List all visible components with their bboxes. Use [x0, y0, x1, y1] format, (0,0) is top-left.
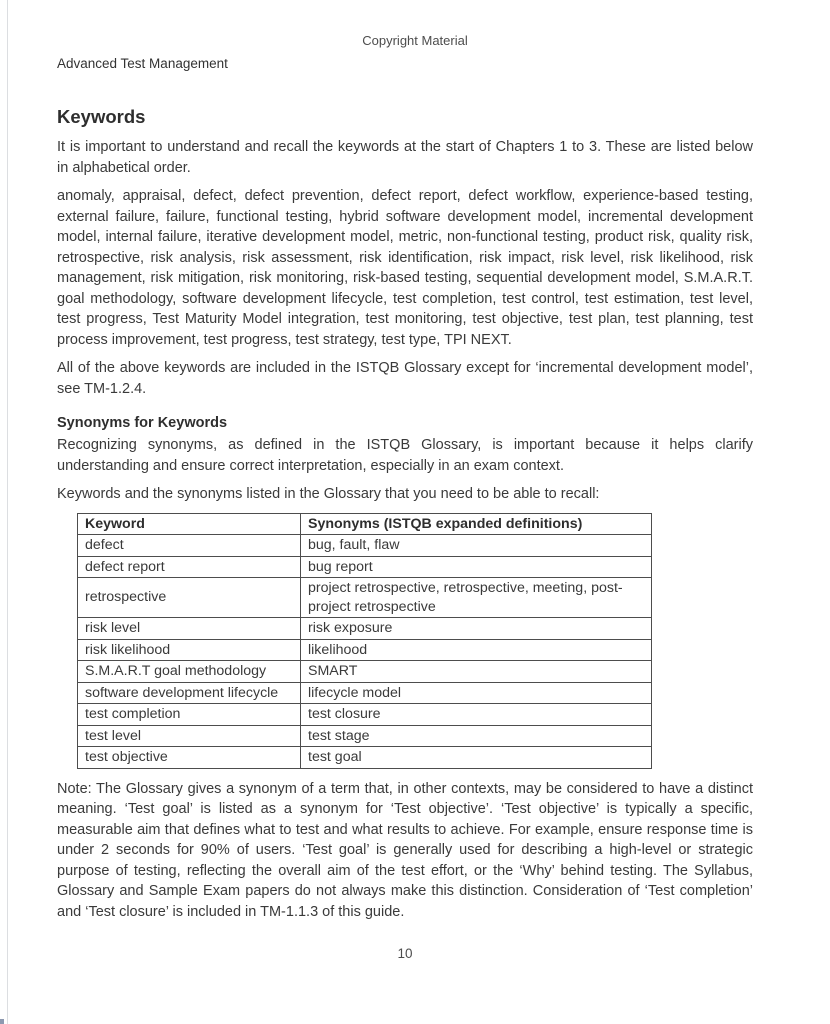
keyword-cell: retrospective [78, 578, 301, 618]
keyword-cell: risk likelihood [78, 639, 301, 661]
table-row [78, 639, 652, 661]
page-number: 10 [397, 946, 413, 961]
synonyms-cell: bug, fault, flaw [301, 535, 652, 557]
page-left-edge-line [7, 0, 8, 1024]
table-row [78, 535, 652, 557]
keyword-cell: defect report [78, 556, 301, 578]
note-paragraph: Note: The Glossary gives a synonym of a term that, in other contexts, may be considered to have a distinct meaning. ‘Test goal’ is listed as a synonym for ‘Test objective’. ‘Test objective’ is typically a specific, measurable aim that defines what to test and what results to achieve. For example, ensure response time is under 2 seconds for 90% of users. ‘Test goal’ is generally used for describing a high-level or strategic purpose of testing, reflecting the overall aim of the test effort, or the ‘Why’ behind testing. The Syllabus, Glossary and Sample Exam papers do not always make this distinction. Consideration of ‘Test completion’ and ‘Test closure’ is included in TM-1.1.3 of this guide. [57, 780, 753, 920]
table-lead-paragraph: Keywords and the synonyms listed in the Glossary that you need to be able to recall: [57, 486, 600, 502]
synonyms-cell: project retrospective, retrospective, meeting, post-project retrospective [301, 578, 652, 618]
synonyms-cell: risk exposure [301, 618, 652, 640]
glossary-inclusion-paragraph: All of the above keywords are included in the ISTQB Glossary except for ‘incremental development model’, see TM-1.2.4. [57, 360, 753, 397]
synonyms-cell: test stage [301, 725, 652, 747]
book-title-header: Advanced Test Management [57, 56, 228, 71]
table-header-synonyms: Synonyms (ISTQB expanded definitions) [301, 513, 652, 535]
synonyms-heading: Synonyms for Keywords [57, 415, 228, 431]
keywords-heading: Keywords [57, 106, 146, 127]
keyword-cell: defect [78, 535, 301, 557]
keyword-cell: risk level [78, 618, 301, 640]
table-header-keyword: Keyword [78, 513, 301, 535]
scan-corner-mark [0, 1019, 4, 1024]
synonyms-cell: test goal [301, 747, 652, 769]
synonyms-table-body [78, 535, 652, 769]
table-row [78, 704, 652, 726]
keyword-cell: test level [78, 725, 301, 747]
page-content [57, 106, 753, 930]
synonyms-cell: likelihood [301, 639, 652, 661]
synonyms-cell: test closure [301, 704, 652, 726]
table-row [78, 747, 652, 769]
keyword-cell: test completion [78, 704, 301, 726]
table-row [78, 725, 652, 747]
table-row [78, 661, 652, 683]
keyword-cell: test objective [78, 747, 301, 769]
table-row [78, 556, 652, 578]
table-row [78, 578, 652, 618]
table-row [78, 682, 652, 704]
table-header-row [78, 513, 652, 535]
keyword-list-paragraph: anomaly, appraisal, defect, defect prevention, defect report, defect workflow, experience-based testing, external failure, failure, functional testing, hybrid software development model, incremental development model, internal failure, iterative development model, metric, non-functional testing, product risk, quality risk, retrospective, risk analysis, risk assessment, risk identification, risk impact, risk level, risk likelihood, risk management, risk mitigation, risk monitoring, risk-based testing, sequential development model, S.M.A.R.T. goal methodology, software development lifecycle, test completion, test control, test estimation, test level, test progress, Test Maturity Model integration, test monitoring, test objective, test plan, test planning, test process improvement, test progress, test strategy, test type, TPI NEXT. [57, 188, 753, 348]
synonyms-intro-paragraph: Recognizing synonyms, as defined in the ISTQB Glossary, is important because it helps clarify understanding and ensure correct interpretation, especially in an exam context. [57, 437, 753, 474]
keyword-cell: S.M.A.R.T goal methodology [78, 661, 301, 683]
synonyms-cell: SMART [301, 661, 652, 683]
synonyms-table [77, 513, 652, 769]
table-row [78, 618, 652, 640]
keywords-intro-paragraph: It is important to understand and recall the keywords at the start of Chapters 1 to 3. These are listed below in alphabetical order. [57, 139, 753, 176]
synonyms-cell: bug report [301, 556, 652, 578]
synonyms-cell: lifecycle model [301, 682, 652, 704]
copyright-header: Copyright Material [362, 33, 468, 48]
keyword-cell: software development lifecycle [78, 682, 301, 704]
